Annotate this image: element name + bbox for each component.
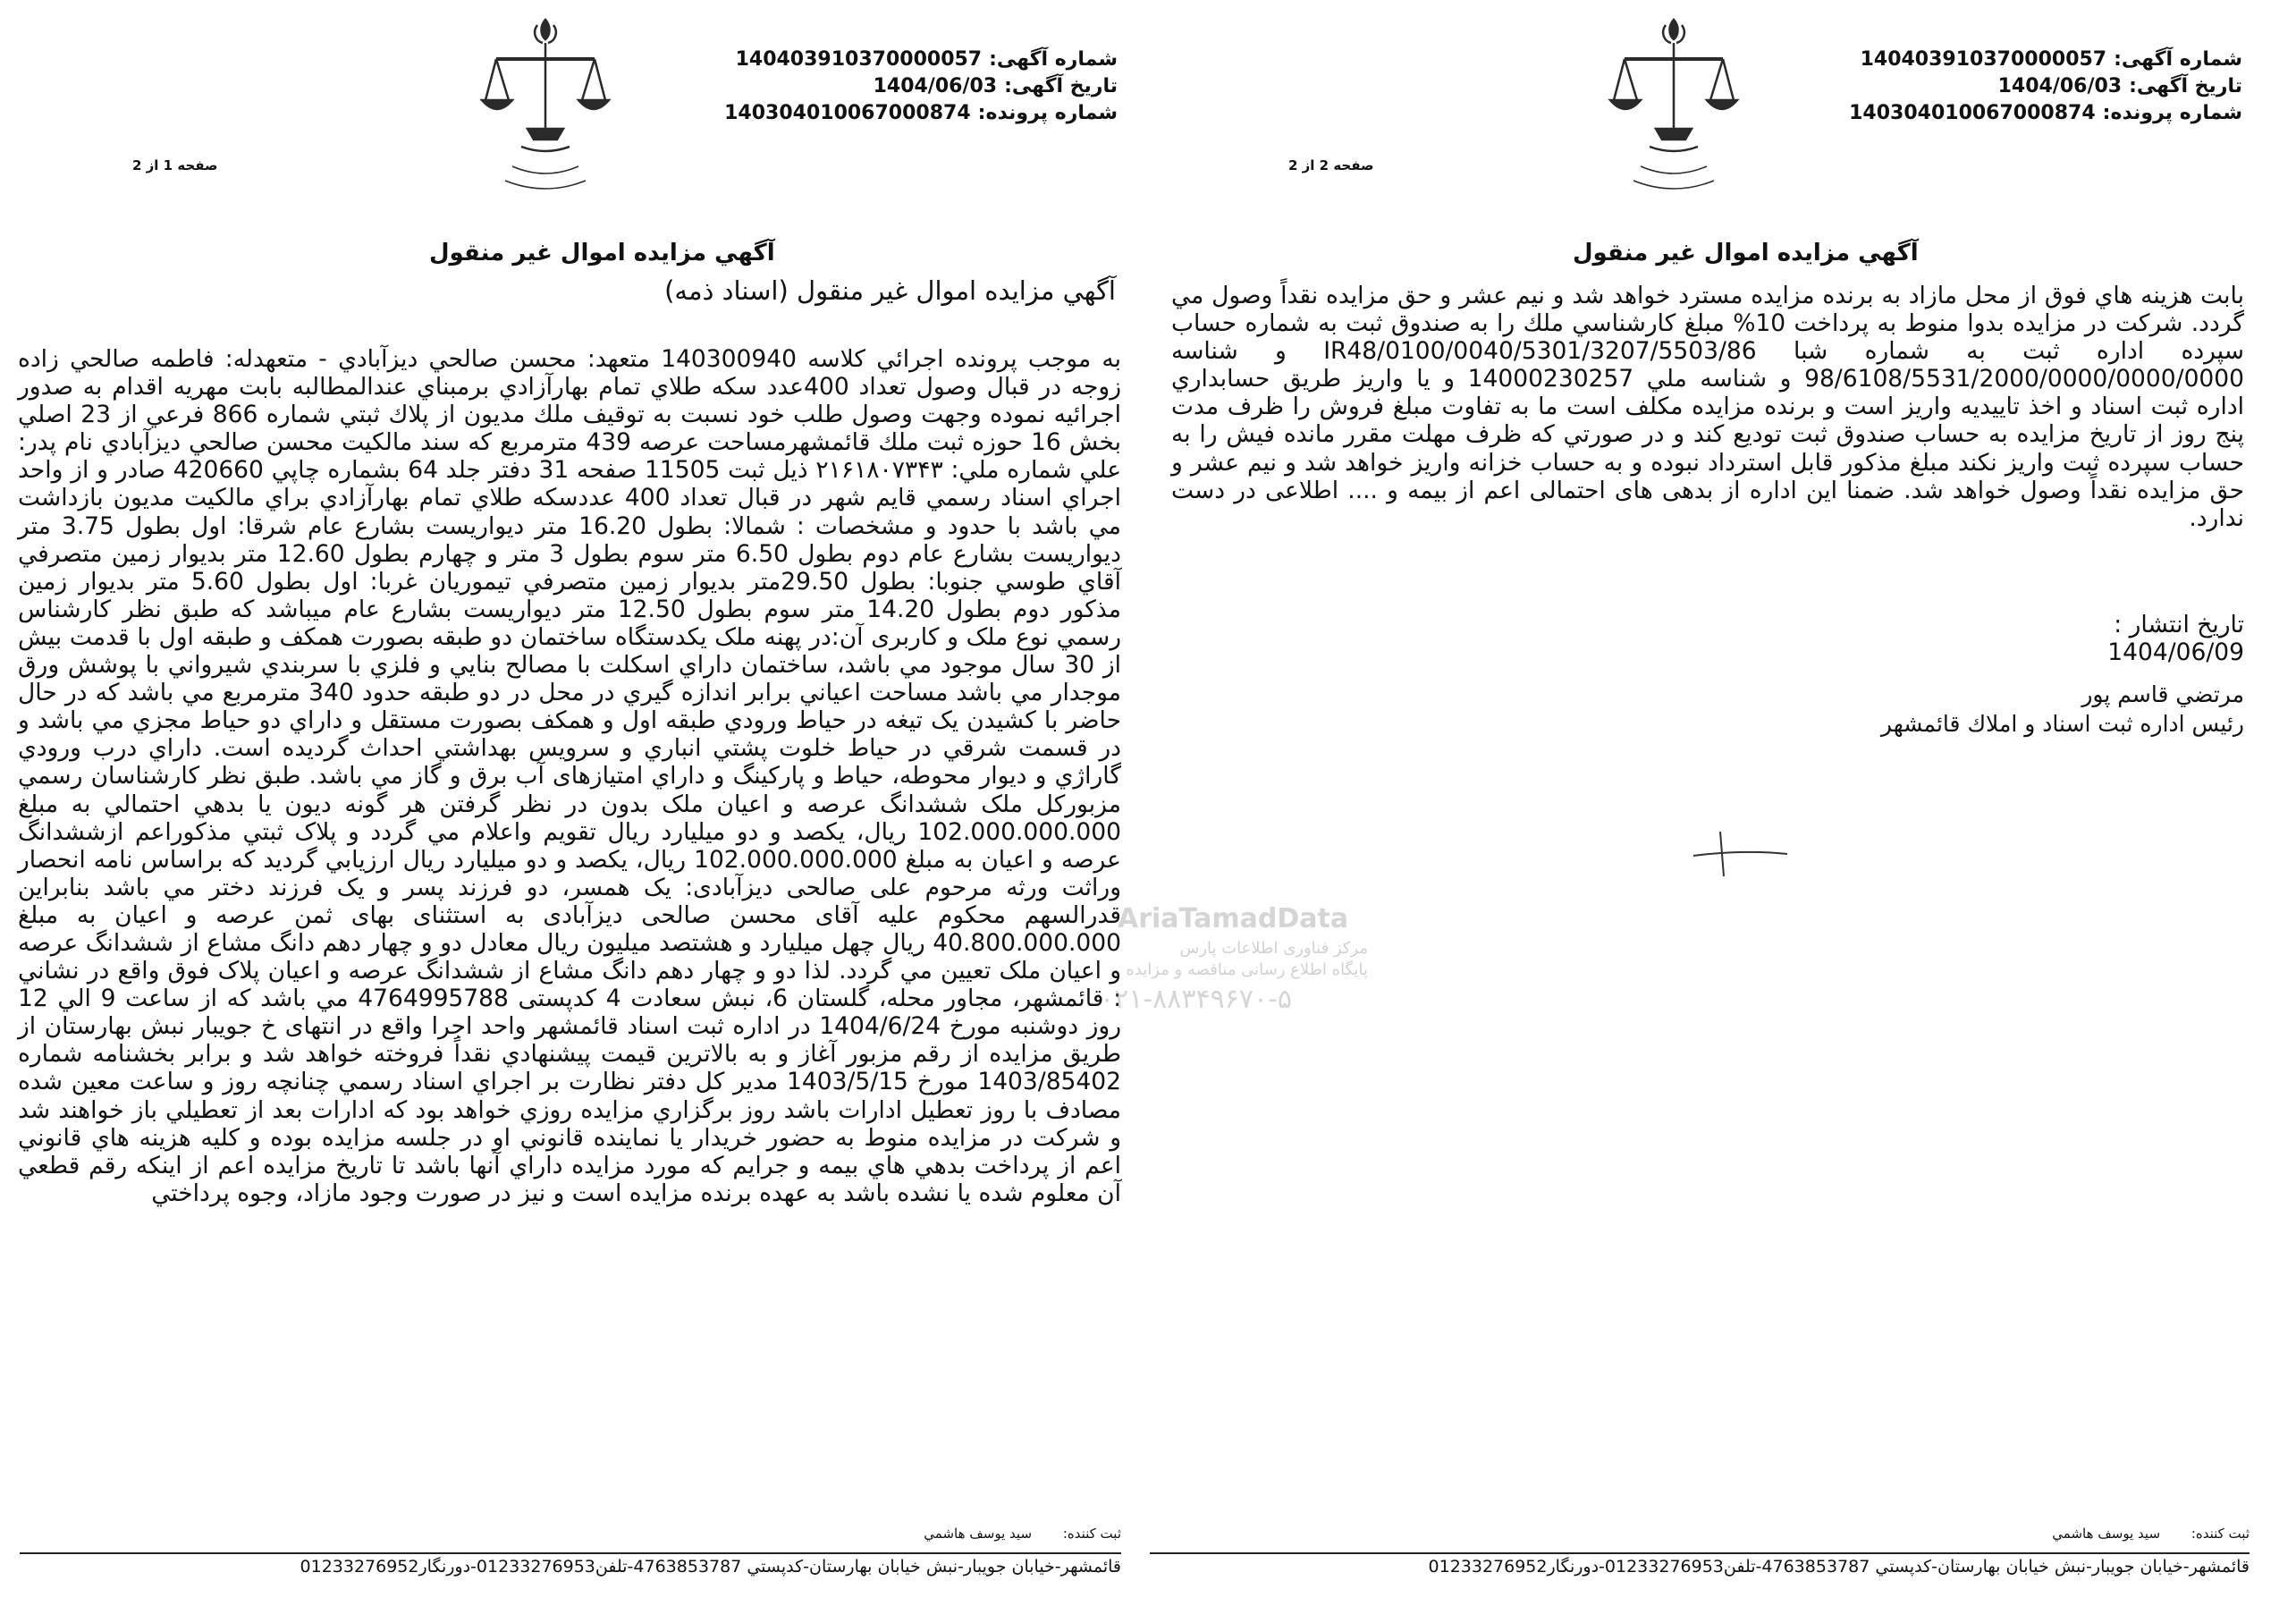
ad-title: آگهي مزايده اموال غير منقول (429, 240, 775, 266)
registrar-name: سيد يوسف هاشمي (2052, 1526, 2161, 1542)
file-number: 140304010067000874 (724, 102, 971, 124)
watermark-line-1: مرکز فناوری اطلاعات پارس (1179, 939, 1368, 958)
publish-date: 1404/06/09 (2107, 638, 2244, 666)
registrar-label: ثبت كننده: (2190, 1526, 2250, 1542)
file-number-label: شماره پرونده: (2102, 102, 2242, 124)
watermark-phone: ۰۲۱-۸۸۳۴۹۶۷۰-۵ (1100, 984, 1293, 1015)
ad-subtitle: آگهي مزايده اموال غير منقول (اسناد ذمه) (664, 275, 1116, 306)
page-number: صفحه 1 از 2 (132, 157, 218, 173)
ad-title: آگهي مزايده اموال غير منقول (1573, 240, 1919, 266)
handwritten-signature-icon (1684, 827, 1792, 881)
ad-body-text: بابت هزينه هاي فوق از محل مازاد به برنده مزايده مسترد خواهد شد و نيم عشر و حق مزايده نقداً وصول مي گردد. شركت در مزايده بدوا منوط به پرداخت 10% مبلغ كارشناسي ملك را به صندوق ثبت به شماره حساب سپرده اداره ثبت به شماره شبا IR48/0100/0040/5301/3207/5503/86 و شناسه 98/6108/5531/2000/0000/0000/0000 و شناسه ملي 14000230257 و يا واريز طريق حسابداري اداره ثبت اسناد و اخذ تاييديه واريز است و برنده مزايده مكلف است ما به تفاوت مبلغ فروش را ظرف مدت پنج روز از تاريخ مزايده به حساب صندوق ثبت توديع كند و در صورتي كه ظرف مهلت مقرر مانده فيش را به حساب سپرده ثبت واريز نكند مبلغ مذكور قابل استرداد نبوده و به حساب خزانه واريز خواهد شد و نيم عشر و حق مزايده نقداً وصول خواهد شد. ضمنا اين اداره از بدهی های احتمالی اعم از بيمه و .... اطلاعی در دست ندارد. (1171, 282, 2245, 532)
office-address: قائمشهر-خيابان جويبار-نبش خيابان بهارستان-كدپستي 4763853787-تلفن01233276953-دورنگار01233276952 (300, 1557, 1121, 1577)
registrar-label: ثبت كننده: (1062, 1526, 1121, 1542)
signer-name: مرتضي قاسم پور (2081, 681, 2244, 707)
ad-number-label: شماره آگهی: (2114, 48, 2242, 71)
signer-title: رئيس اداره ثبت اسناد و املاك قائمشهر (1880, 711, 2244, 737)
page-2 (1148, 0, 2296, 1623)
office-address: قائمشهر-خيابان جويبار-نبش خيابان بهارستان-كدپستي 4763853787-تلفن01233276953-دورنگار01233276952 (1428, 1557, 2250, 1577)
ad-number: 140403910370000057 (1860, 48, 2107, 71)
ad-number: 140403910370000057 (735, 48, 983, 71)
registrar (924, 1526, 1121, 1542)
footer-divider (1150, 1552, 2250, 1554)
footer-divider (20, 1552, 1121, 1554)
ad-date-label: تاریخ آگهی: (2129, 75, 2242, 97)
ad-date: 1404/06/03 (1997, 75, 2123, 97)
publish-label: تاريخ انتشار : (2114, 611, 2244, 638)
watermark (1064, 903, 1386, 1046)
ad-body-text: به موجب پرونده اجرائي كلاسه 140300940 متعهد: محسن صالحي ديزآبادي - متعهدله: فاطمه صالحي زاده زوجه در قبال وصول تعداد 400عدد سكه طلاي تمام بهارآزادي برمبناي عندالمطالبه بابت مهريه اقدام به صدور اجرائيه نموده وجهت وصول طلب خود نسبت به توقيف ملك مديون از پلاك ثبتي شماره 866 فرعي از 23 اصلي بخش 16 حوزه ثبت ملك قائمشهرمساحت عرصه 439 مترمربع كه سند مالكيت محسن صالحي ديزآبادي نام پدر: علي شماره ملي: ۲۱۶۱۸۰۷۳۴۳ ذيل ثبت 11505 صفحه 31 دفتر جلد 64 بشماره چاپي 420660 صادر و از واحد اجراي اسناد رسمي قايم شهر در قبال تعداد 400 عددسكه طلاي تمام بهارآزادي براي مالكيت مديون بازداشت مي باشد با حدود و مشخصات : شمالا: بطول 16.20 متر ديواريست بشارع عام شرقا: اول بطول 3.75 متر ديواريست بشارع عام دوم بطول 6.50 متر سوم بطول 3 متر و چهارم بطول 12.60 متر بديوار زمين متصرفي آقاي طوسي جنوبا: بطول 29.50متر بديوار زمين متصرفي تيموريان غربا: اول بطول 5.60 متر بديوار زمين مذكور دوم بطول 14.20 متر سوم بطول 12.50 متر ديواريست بشارع عام ميباشد كه طبق نظر كارشناس رسمي نوع ملک و کاربری آن:در پهنه ملک يكدستگاه ساختمان دو طبقه بصورت همكف و طبقه اول با قدمت بيش از 30 سال موجود مي باشد، ساختمان داراي اسكلت با مصالح بنايي و فلزي با سربندي شيرواني با پوشش ورق موجدار مي باشد مساحت اعياني برابر اندازه گيري در محل در دو طبقه حدود 340 مترمربع مي باشد كه در حال حاضر با كشيدن يک تيغه در حياط ورودي طبقه اول و همكف بصورت مستقل و داراي دو حياط مجزي مي باشد و در قسمت شرقي در حياط خلوت پشتي انباري و سرويس بهداشتي احداث گرديده است. داراي درب ورودي گاراژي و ديوار محوطه، حياط و پاركينگ و داراي امتيازهای آب برق و گاز مي باشد. طبق نظر كارشناسان رسمي مزبوركل ملک ششدانگ عرصه و اعيان ملک بدون در نظر گرفتن هر گونه ديون يا بدهي احتمالي به مبلغ 102.000.000.000 ريال، يكصد و دو ميليارد ريال تقويم واعلام مي گردد و پلاک ثبتي مذكوراعم ازششدانگ عرصه و اعيان به مبلغ 102.000.000.000 ريال، يكصد و دو ميليارد ريال ارزيابي گرديد كه براساس نامه انحصار وراثت ورثه مرحوم علی صالحی ديزآبادی: يک همسر، دو فرزند پسر و يک فرزند دختر مي باشد بنابراين قدرالسهم محكوم عليه آقای محسن صالحی ديزآبادی به استثنای بهای ثمن عرصه و اعيان به مبلغ 40.800.000.000 ريال چهل ميليارد و هشتصد ميليون ريال معادل دو و چهار دهم دانگ مشاع از ششدانگ عرصه و اعيان ملک تعيين مي گردد. لذا دو و چهار دهم دانگ مشاع از ششدانگ عرصه و اعيان پلاک فوق واقع در نشاني : قائمشهر، مجاور محله، گلستان 6، نبش سعادت 4 كدپستی 4764995788 مي باشد كه از ساعت 9 الي 12 روز دوشنبه مورخ 1404/6/24 در اداره ثبت اسناد قائمشهر واحد اجرا واقع در انتهای خ جويبار نبش بهارستان از طريق مزايده از رقم مزبور آغاز و به بالاترين قيمت پيشنهادي نقداً فروخته خواهد شد و برابر بخشنامه شماره 1403/85402 مورخ 1403/5/15 مدير كل دفتر نظارت بر اجراي اسناد رسمي چنانچه روز و ساعت معين شده مصادف با روز تعطيل ادارات باشد روز برگزاري مزايده روزي خواهد بود كه ادارات بعد از تعطيلي باز خواهند شد و شركت در مزايده منوط به حضور خريدار يا نماينده قانوني او در جلسه مزايده بوده و كليه هزينه هاي قانوني اعم از پرداخت بدهي هاي بيمه و جرايم كه مورد مزايده داراي آنها باشد تا تاريخ مزايده اعم از اينكه رقم قطعي آن معلوم شده يا نشده باشد به عهده برنده مزايده است و نيز در صورت وجود مازاد، وجوه پرداختي (18, 345, 1122, 1207)
judiciary-emblem-icon (1607, 13, 1741, 200)
registrar (2052, 1526, 2250, 1542)
ad-metadata (724, 46, 1118, 127)
watermark-line-2: پایگاه اطلاع رسانی مناقصه و مزایده (1126, 960, 1368, 979)
signature-block (1881, 680, 2244, 739)
registrar-name: سيد يوسف هاشمي (924, 1526, 1033, 1542)
file-number: 140304010067000874 (1849, 102, 2096, 124)
page-number: صفحه 2 از 2 (1288, 157, 1374, 173)
file-number-label: شماره پرونده: (977, 102, 1118, 124)
ad-date-label: تاریخ آگهی: (1004, 75, 1118, 97)
publish-info (2107, 611, 2244, 666)
ad-metadata (1849, 46, 2242, 127)
ad-date: 1404/06/03 (873, 75, 998, 97)
watermark-brand: AriaTamadData (1118, 903, 1349, 934)
ad-number-label: شماره آگهی: (989, 48, 1118, 71)
judiciary-emblem-icon (478, 13, 612, 200)
